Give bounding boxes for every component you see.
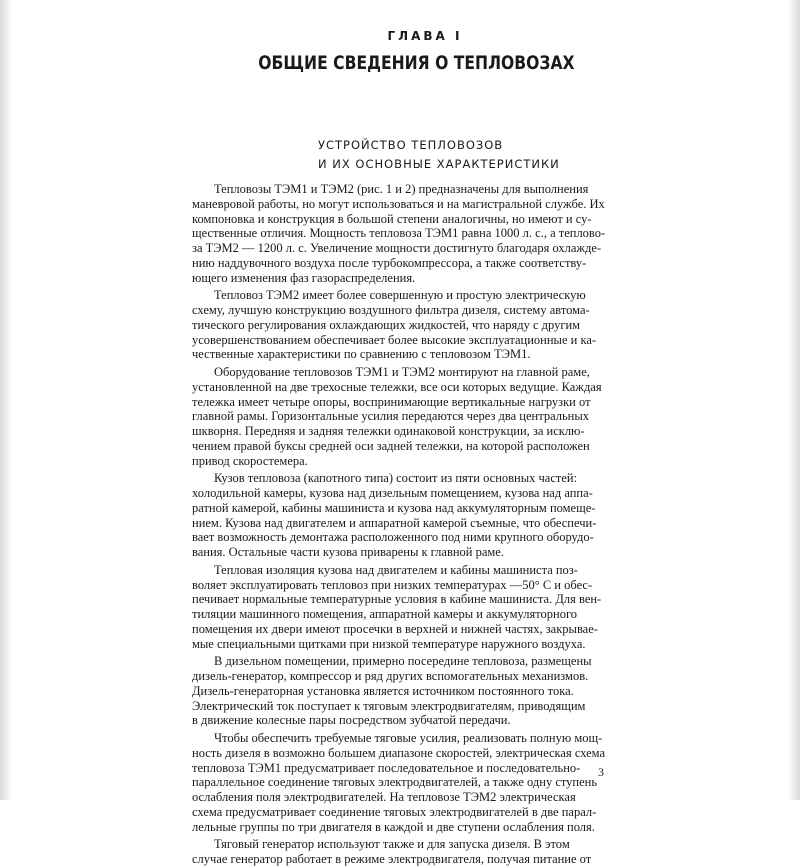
text-line: холодильной камеры, кузова над дизельным помещением, кузова над аппа- xyxy=(192,486,593,500)
text-line: в движение колесные пары посредством зубчатой передачи. xyxy=(192,713,511,728)
text-line: главной рамы. Горизонтальные усилия передаются через два центральных xyxy=(192,409,590,424)
chapter-title: ОБЩИЕ СВЕДЕНИЯ О ТЕПЛОВОЗАХ xyxy=(258,52,575,74)
paragraph xyxy=(192,182,612,285)
text-line: схему, лучшую конструкцию воздушного фильтра дизеля, систему автома- xyxy=(192,303,590,317)
text-line: нием. Кузова над двигателем и аппаратной камерой съемные, что обеспечи- xyxy=(192,515,597,530)
text-line: Тепловая изоляция кузова над двигателем и кабины машиниста поз- xyxy=(214,562,578,577)
section-heading xyxy=(318,136,638,174)
body-text xyxy=(192,182,612,867)
page-edge-left xyxy=(0,0,12,800)
text-line: печивает нормальные температурные условия в кабине машиниста. Для вен- xyxy=(192,592,602,607)
text-line: шкворня. Передняя и задняя тележки одинаковой конструкции, за исклю- xyxy=(192,424,585,438)
text-line: тического регулирования охлаждающих жидкостей, что наряду с другим xyxy=(192,317,581,332)
text-line: установленной на две трехосные тележки, все оси которых ведущие. Каждая xyxy=(192,379,602,394)
text-line: помещения их двери имеют просечки в верхней и нижней частях, закрывае- xyxy=(192,621,598,636)
text-line: Тепловозы ТЭМ1 и ТЭМ2 (рис. 1 и 2) предназначены для выполнения xyxy=(214,182,589,196)
paragraph xyxy=(192,731,612,834)
paragraph xyxy=(192,654,612,728)
text-line: Оборудование тепловозов ТЭМ1 и ТЭМ2 монтируют на главной раме, xyxy=(214,365,590,379)
text-line: В дизельном помещении, примерно посередине тепловоза, размещены xyxy=(214,654,592,669)
text-line: нию наддувочного воздуха после турбокомпрессора, а также соответству- xyxy=(192,255,587,270)
text-line: дизель-генератор, компрессор и ряд других вспомогательных механизмов. xyxy=(192,669,589,683)
paragraph xyxy=(192,837,612,867)
text-line: за ТЭМ2 — 1200 л. с. Увеличение мощности достигнуто благодаря охлажде- xyxy=(192,241,602,255)
text-line: схема предусматривает соединение тяговых электродвигателей в две парал- xyxy=(192,804,597,819)
paragraph xyxy=(192,471,612,560)
text-line: Электрический ток поступает к тяговым электродвигателям, приводящим xyxy=(192,698,586,713)
text-line: Дизель-генераторная установка является источником постоянного тока. xyxy=(192,683,574,698)
text-line: вания. Остальные части кузова приварены к главной раме. xyxy=(192,545,504,559)
text-line: тележка имеет четыре опоры, воспринимающие вертикальные нагрузки от xyxy=(192,394,591,409)
page-number: 3 xyxy=(598,765,604,779)
section-heading-line: УСТРОЙСТВО ТЕПЛОВОЗОВ xyxy=(318,138,504,152)
section-heading-line: И ИХ ОСНОВНЫЕ ХАРАКТЕРИСТИКИ xyxy=(318,157,560,171)
text-line: Тепловоз ТЭМ2 имеет более совершенную и простую электрическую xyxy=(214,288,586,303)
text-line: ратной камерой, кабины машиниста и кузова над аккумуляторным помеще- xyxy=(192,500,596,515)
text-line: Тяговый генератор используют также и для запуска дизеля. В этом xyxy=(214,837,570,852)
text-line: воляет эксплуатировать тепловоз при низких температурах —50° С и обес- xyxy=(192,577,593,592)
text-line: лельные группы по три двигателя в каждой и две ступени ослабления поля. xyxy=(192,819,595,834)
text-line: чением правой буксы средней оси задней тележки, на которой расположен xyxy=(192,438,590,453)
text-line: ослабления поля электродвигателей. На тепловозе ТЭМ2 электрическая xyxy=(192,790,576,804)
text-line: Кузов тепловоза (капотного типа) состоит из пяти основных частей: xyxy=(214,471,578,486)
text-line: мые специальными щитками при низкой температуре наружного воздуха. xyxy=(192,636,586,651)
text-line: щественные отличия. Мощность тепловоза ТЭМ1 равна 1000 л. с., а теплово- xyxy=(192,226,606,241)
paragraph xyxy=(192,288,612,362)
paragraph xyxy=(192,365,612,468)
text-line: привод скоростемера. xyxy=(192,453,308,468)
text-line: чественные характеристики по сравнению с тепловозом ТЭМ1. xyxy=(192,347,531,362)
text-line: Чтобы обеспечить требуемые тяговые усилия, реализовать полную мощ- xyxy=(214,731,603,745)
text-line: компоновка и конструкция в большой степени аналогичны, но имеют и су- xyxy=(192,211,592,226)
text-line: маневровой работы, но могут использоваться и на магистральной службе. Их xyxy=(192,196,605,211)
text-line: усовершенствованием обеспечивает более высокие эксплуатационные и ка- xyxy=(192,332,597,347)
page-edge-right xyxy=(788,0,800,800)
paragraph xyxy=(192,563,612,652)
text-line: ющего изменения фаз газораспределения. xyxy=(192,270,416,285)
text-line: тиляции машинного помещения, аппаратной камеры и аккумуляторного xyxy=(192,607,578,621)
chapter-label: ГЛАВА I xyxy=(387,29,463,43)
text-line: случае генератор работает в режиме электродвигателя, получая питание от xyxy=(192,852,592,866)
text-line: тепловоза ТЭМ1 предусматривает последовательное и последовательно- xyxy=(192,760,581,775)
text-line: параллельное соединение тяговых электродвигателей, а также одну ступень xyxy=(192,775,598,790)
text-line: ность дизеля в возможно большем диапазоне скоростей, электрическая схема xyxy=(192,745,606,760)
text-line: вает возможность демонтажа расположенного под ними крупного оборудо- xyxy=(192,530,594,545)
